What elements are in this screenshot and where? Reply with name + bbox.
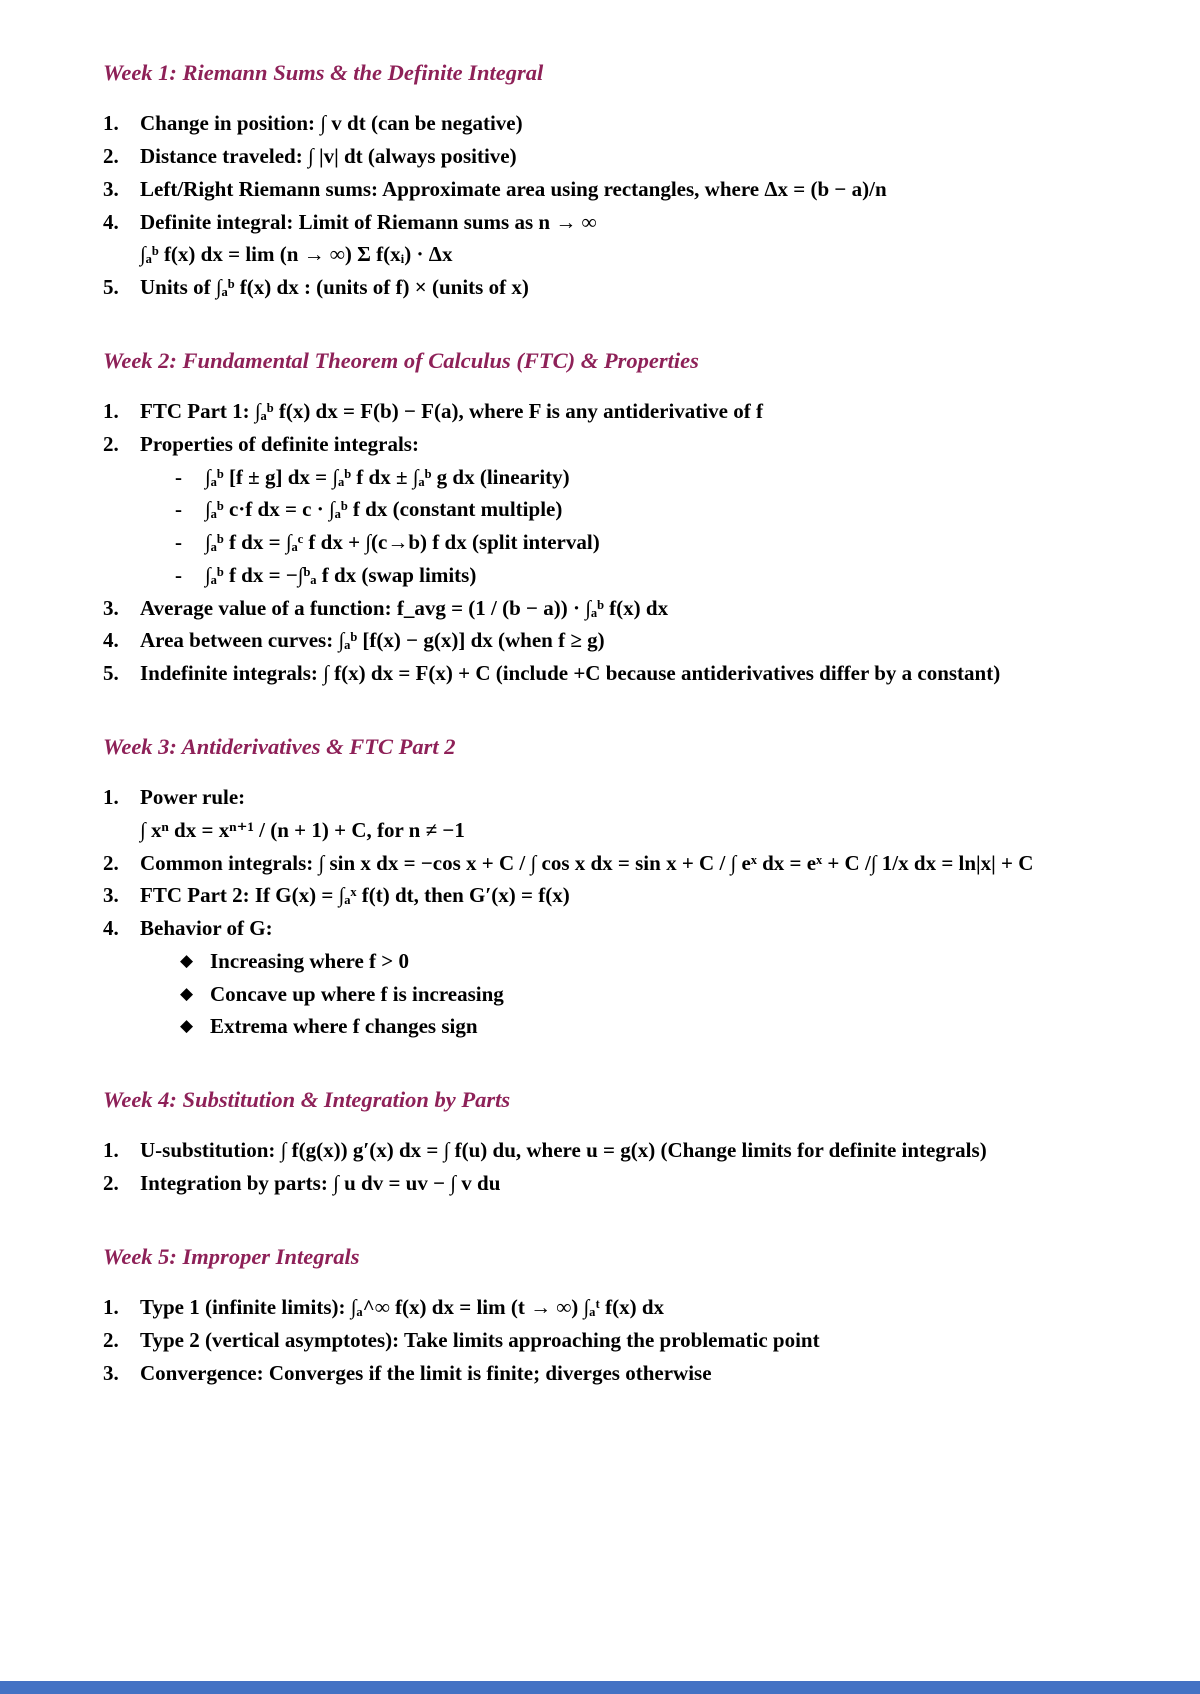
sub-item [175, 461, 1092, 494]
sub-item-text: Concave up where f is increasing [210, 981, 504, 1006]
item-number: 1. [103, 111, 119, 136]
list-item [103, 107, 1092, 140]
diamond-bullet-icon: ◆ [180, 983, 194, 1004]
numbered-list [103, 107, 1092, 304]
section [103, 1085, 1092, 1200]
dash-bullet-icon: - [175, 562, 182, 587]
list-item [103, 140, 1092, 173]
item-number: 1. [103, 399, 119, 423]
numbered-list [103, 395, 1092, 690]
list-item [103, 206, 1092, 239]
item-number: 2. [103, 1171, 119, 1195]
diamond-bullet-icon: ◆ [180, 950, 194, 971]
sub-item-text: ∫ₐᵇ f dx = ∫ₐᶜ f dx + ∫(c→b) f dx (split interval) [205, 530, 600, 554]
item-text: Change in position: ∫ v dt (can be negative) [140, 111, 523, 136]
list-item [103, 657, 1092, 690]
item-number: 3. [103, 595, 119, 620]
item-number: 2. [103, 431, 119, 456]
item-text: Distance traveled: ∫ |v| dt (always positive) [140, 144, 517, 168]
sub-item-text: Extrema where f changes sign [210, 1014, 478, 1039]
item-text: Left/Right Riemann sums: Approximate area using rectangles, where Δx = (b − a)/n [140, 176, 887, 201]
sub-item [175, 559, 1092, 592]
dash-bullet-icon: - [175, 497, 182, 522]
item-number: 2. [103, 144, 119, 168]
numbered-list [103, 781, 1092, 1043]
item-text: FTC Part 2: If G(x) = ∫ₐˣ f(t) dt, then G′(x) = f(x) [140, 883, 570, 908]
sub-item-text: ∫ₐᵇ c·f dx = c · ∫ₐᵇ f dx (constant multiple) [205, 497, 563, 522]
item-number: 1. [103, 1295, 119, 1319]
item-text: Average value of a function: f_avg = (1 / (b − a)) · ∫ₐᵇ f(x) dx [140, 595, 669, 620]
item-number: 4. [103, 209, 119, 234]
item-text: Indefinite integrals: ∫ f(x) dx = F(x) + C (include +C because antiderivatives differ by a constant) [140, 661, 1001, 685]
list-item [103, 781, 1092, 814]
item-text: FTC Part 1: ∫ₐᵇ f(x) dx = F(b) − F(a), where F is any antiderivative of f [140, 399, 763, 423]
sub-item [175, 493, 1092, 526]
item-number: 5. [103, 661, 119, 685]
section-heading: Week 4: Substitution & Integration by Parts [103, 1087, 511, 1112]
list-item [103, 592, 1092, 625]
sub-item-text: ∫ₐᵇ [f ± g] dx = ∫ₐᵇ f dx ± ∫ₐᵇ g dx (linearity) [205, 464, 570, 489]
item-text: Integration by parts: ∫ u dv = uv − ∫ v du [140, 1171, 501, 1195]
list-item [103, 847, 1092, 880]
item-number: 1. [103, 1138, 119, 1163]
item-text: U-substitution: ∫ f(g(x)) g′(x) dx = ∫ f(u) du, where u = g(x) (Change limits for definite integrals) [140, 1138, 987, 1163]
section [103, 1242, 1092, 1390]
list-item [103, 912, 1092, 945]
section-heading: Week 2: Fundamental Theorem of Calculus (FTC) & Properties [103, 347, 699, 373]
section-heading: Week 1: Riemann Sums & the Definite Integral [103, 60, 544, 85]
list-item [103, 1134, 1092, 1167]
section [103, 58, 1092, 304]
item-text: Units of ∫ₐᵇ f(x) dx : (units of f) × (units of x) [140, 275, 529, 299]
item-number: 2. [103, 1327, 119, 1352]
list-item [103, 271, 1092, 304]
item-text: Common integrals: ∫ sin x dx = −cos x + C / ∫ cos x dx = sin x + C / ∫ eˣ dx = eˣ + C /∫ 1/x dx = ln|x| + C [140, 850, 1034, 875]
sub-item [180, 978, 1092, 1011]
item-number: 4. [103, 916, 119, 940]
section [103, 732, 1092, 1043]
item-text: Type 1 (infinite limits): ∫ₐ^∞ f(x) dx = lim (t → ∞) ∫ₐᵗ f(x) dx [140, 1295, 665, 1319]
sub-item-text: ∫ₐᵇ f dx = −∫ᵇₐ f dx (swap limits) [205, 562, 477, 587]
sub-item [175, 526, 1092, 559]
footer-bar [0, 1681, 1200, 1694]
sub-item-text: Increasing where f > 0 [210, 948, 410, 973]
item-text: Area between curves: ∫ₐᵇ [f(x) − g(x)] dx (when f ≥ g) [140, 628, 605, 653]
diamond-bullet-icon: ◆ [180, 1016, 194, 1037]
item-text: Definite integral: Limit of Riemann sums as n → ∞ [140, 209, 597, 234]
section [103, 346, 1092, 690]
item-number: 3. [103, 883, 119, 908]
item-text: Behavior of G: [140, 916, 273, 940]
item-text: Power rule: [140, 785, 246, 809]
item-number: 4. [103, 628, 119, 653]
sub-item [180, 1010, 1092, 1043]
item-number: 2. [103, 850, 119, 875]
list-item [103, 1324, 1092, 1357]
item-text: Convergence: Converges if the limit is finite; diverges otherwise [140, 1360, 712, 1385]
list-item [103, 173, 1092, 206]
item-continuation-line: ∫ₐᵇ f(x) dx = lim (n → ∞) Σ f(xᵢ) · Δx [140, 242, 453, 267]
list-item [103, 1357, 1092, 1390]
item-number: 1. [103, 785, 119, 809]
list-item [103, 395, 1092, 428]
dash-bullet-icon: - [175, 530, 182, 554]
section-heading: Week 3: Antiderivatives & FTC Part 2 [103, 733, 456, 759]
list-item [103, 879, 1092, 912]
numbered-list [103, 1291, 1092, 1389]
item-number: 3. [103, 1360, 119, 1385]
list-item [103, 1167, 1092, 1200]
item-continuation-line: ∫ xⁿ dx = xⁿ⁺¹ / (n + 1) + C, for n ≠ −1 [140, 817, 465, 842]
numbered-list [103, 1134, 1092, 1200]
sub-item [180, 945, 1092, 978]
section-heading: Week 5: Improper Integrals [103, 1243, 360, 1269]
list-item [103, 428, 1092, 461]
item-number: 3. [103, 176, 119, 201]
item-number: 5. [103, 275, 119, 299]
item-text: Properties of definite integrals: [140, 431, 419, 456]
list-item [103, 624, 1092, 657]
dash-bullet-icon: - [175, 464, 182, 489]
item-text: Type 2 (vertical asymptotes): Take limits approaching the problematic point [140, 1327, 820, 1352]
list-item [103, 1291, 1092, 1324]
